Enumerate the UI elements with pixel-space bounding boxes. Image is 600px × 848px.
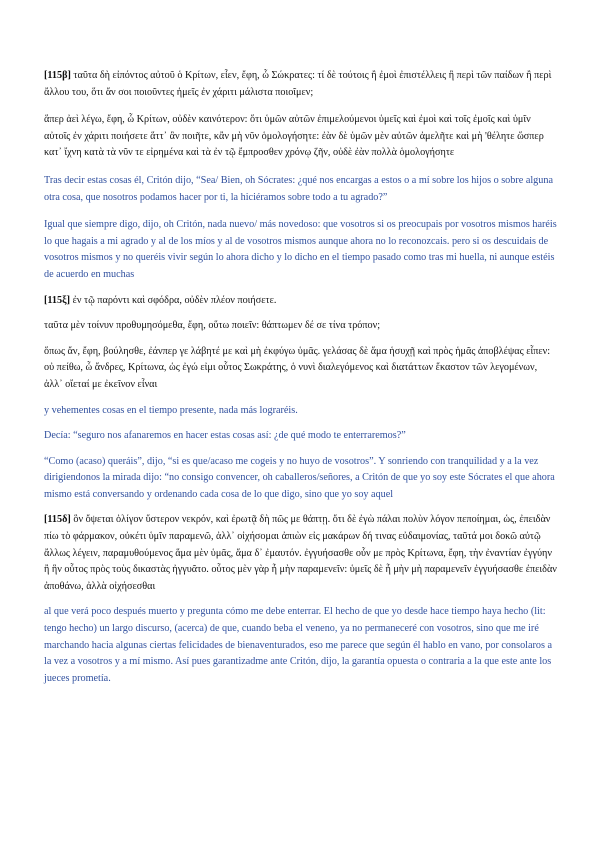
greek-text: ὃν ὄψεται ὀλίγον ὕστερον νεκρόν, καὶ ἐρωτᾷ δὴ πῶς με θάπτῃ. ὅτι δὲ ἐγὼ πάλαι πολὺν λόγον πεποίημαι, ὡς, ἐπειδὰν πίω τὸ φάρμακον, οὐκέτι ὑμῖν παραμενῶ, ἀλλ᾽ οἰχήσομαι ἀπιὼν εἰς μακάρων δή τινας εὐδαιμονίας, ταῦτά μοι δοκῶ αὐτῷ ἄλλως λέγειν, παραμυθούμενος ἅμα μὲν ὑμᾶς, ἅμα δ᾽ ἐμαυτόν. ἐγγυήσασθε οὖν με πρὸς Κρίτωνα, ἔφη, τὴν ἐναντίαν ἐγγύην ἢ ἣν οὗτος πρὸς τοὺς δικαστὰς ἠγγυᾶτο. οὗτος μὲν γὰρ ἦ μὴν παραμενεῖν: ὑμεῖς δὲ ἦ μὴν μὴ παραμενεῖν ἐγγυήσασθε ἐπειδὰν ἀποθάνω, ἀλλὰ οἰχήσεσθαι: [44, 514, 557, 592]
greek-paragraph: ὅπως ἄν, ἔφη, βούλησθε, ἐάνπερ γε λάβητέ με καὶ μὴ ἐκφύγω ὑμᾶς. γελάσας δὲ ἅμα ἡσυχῇ καὶ πρὸς ἡμᾶς ἀποβλέψας εἶπεν: οὐ πείθω, ὦ ἄνδρες, Κρίτωνα, ὡς ἐγώ εἰμι οὗτος Σωκράτης, ὁ νυνὶ διαλεγόμενος καὶ διατάττων ἕκαστον τῶν λεγομένων, ἀλλ᾽ οἴεταί με ἐκεῖνον εἶναι: [44, 345, 551, 390]
greek-paragraph: ἅπερ ἀεὶ λέγω, ἔφη, ὦ Κρίτων, οὐδὲν καινότερον: ὅτι ὑμῶν αὐτῶν ἐπιμελούμενοι ὑμεῖς καὶ ἐμοὶ καὶ τοῖς ἐμοῖς καὶ ὑμῖν αὐτοῖς ἐν χάριτι ποιήσετε ἅττ᾽ ἂν ποιῆτε, κἂν μὴ νῦν ὁμολογήσητε: ἐὰν δὲ ὑμῶν μὲν αὐτῶν ἀμελῆτε καὶ μὴ 'θέλητε ὥσπερ κατ᾽ ἴχνη κατὰ τὰ νῦν τε εἰρημένα καὶ τὰ ἐν τῷ ἔμπροσθεν χρόνῳ ζῆν, οὐδὲ ἐὰν πολλὰ ὁμολογήσητε: [44, 114, 544, 159]
spanish-paragraph: y vehementes cosas en el tiempo presente, nada más lograréis.: [44, 404, 298, 416]
section-reference: [115δ]: [44, 514, 71, 526]
spanish-paragraph: al que verá poco después muerto y pregunta cómo me debe enterrar. El hecho de que yo desde hace tiempo haya hecho (lit: tengo hecho) un largo discurso, (acerca) de que, cuando beba el veneno, ya no permaneceré con vosotros, sino que me iré marchando hacia algunas ciertas felicidades de bienaventurados, eso me parece que según él hablo en vano, por consolaros a la vez a vosotros y a mí mismo. Así pues garantizadme ante Critón, dijo, la garantía opuesta o contraria a la que este ante los jueces prometía.: [44, 606, 553, 684]
greek-paragraph-115b: [44, 68, 558, 101]
spanish-paragraph: Igual que siempre digo, dijo, oh Critón, nada nuevo/ más novedoso: que vosotros si os preocupais por vosotros mismos haréis lo que hagais a mi agrado y al de los míos y al de vosotros mismos aunque ahora no lo reconozcais. pero si os descuidais de vosotros mismos y no queréis vivir según lo ahora dicho y lo dicho en el tiempo pasado como tras mi huella, ni aunque estéis de acuerdo en muchas: [44, 219, 557, 280]
greek-paragraph-115c: [44, 293, 558, 310]
section-reference: [115ξ]: [44, 294, 71, 306]
spanish-paragraph: Decía: “seguro nos afanaremos en hacer estas cosas así: ¿de qué modo te enterraremos?”: [44, 430, 406, 442]
greek-text: ἐν τῷ παρόντι καὶ σφόδρα, οὐδὲν πλέον ποιήσετε.: [70, 294, 277, 306]
spanish-paragraph: “Como (acaso) queráis”, dijo, “si es que/acaso me cogeis y no huyo de vosotros”. Y sonriendo con tranquilidad y a la vez dirigiendonos la mirada dijo: “no consigo convencer, oh caballeros/señores, a Critón de que yo soy este Sócrates el que ahora mismo está conversando y ordenando cada cosa de lo que digo, sino que yo soy aquel: [44, 455, 555, 500]
section-reference: [115β]: [44, 70, 71, 81]
document-body: [44, 68, 558, 687]
greek-text: ταῦτα δὴ εἰπόντος αὐτοῦ ὁ Κρίτων, εἶεν, ἔφη, ὦ Σώκρατες: τί δὲ τούτοις ἢ ἐμοὶ ἐπιστέλλεις ἢ περὶ τῶν παίδων ἢ περὶ ἄλλου του, ὅτι ἄν σοι ποιοῦντες ἡμεῖς ἐν χάριτι μάλιστα ποιοῖμεν;: [44, 70, 552, 98]
spanish-paragraph: Tras decir estas cosas él, Critón dijo, “Sea/ Bien, oh Sócrates: ¿qué nos encargas a estos o a mí sobre los hijos o sobre alguna otra cosa, que nosotros podamos hacer por ti, la hiciéramos sobre todo a tu agrado?”: [44, 174, 553, 203]
greek-paragraph-115d: [44, 512, 558, 595]
greek-paragraph: ταῦτα μὲν τοίνυν προθυμησόμεθα, ἔφη, οὕτω ποιεῖν: θάπτωμεν δέ σε τίνα τρόπον;: [44, 320, 381, 332]
